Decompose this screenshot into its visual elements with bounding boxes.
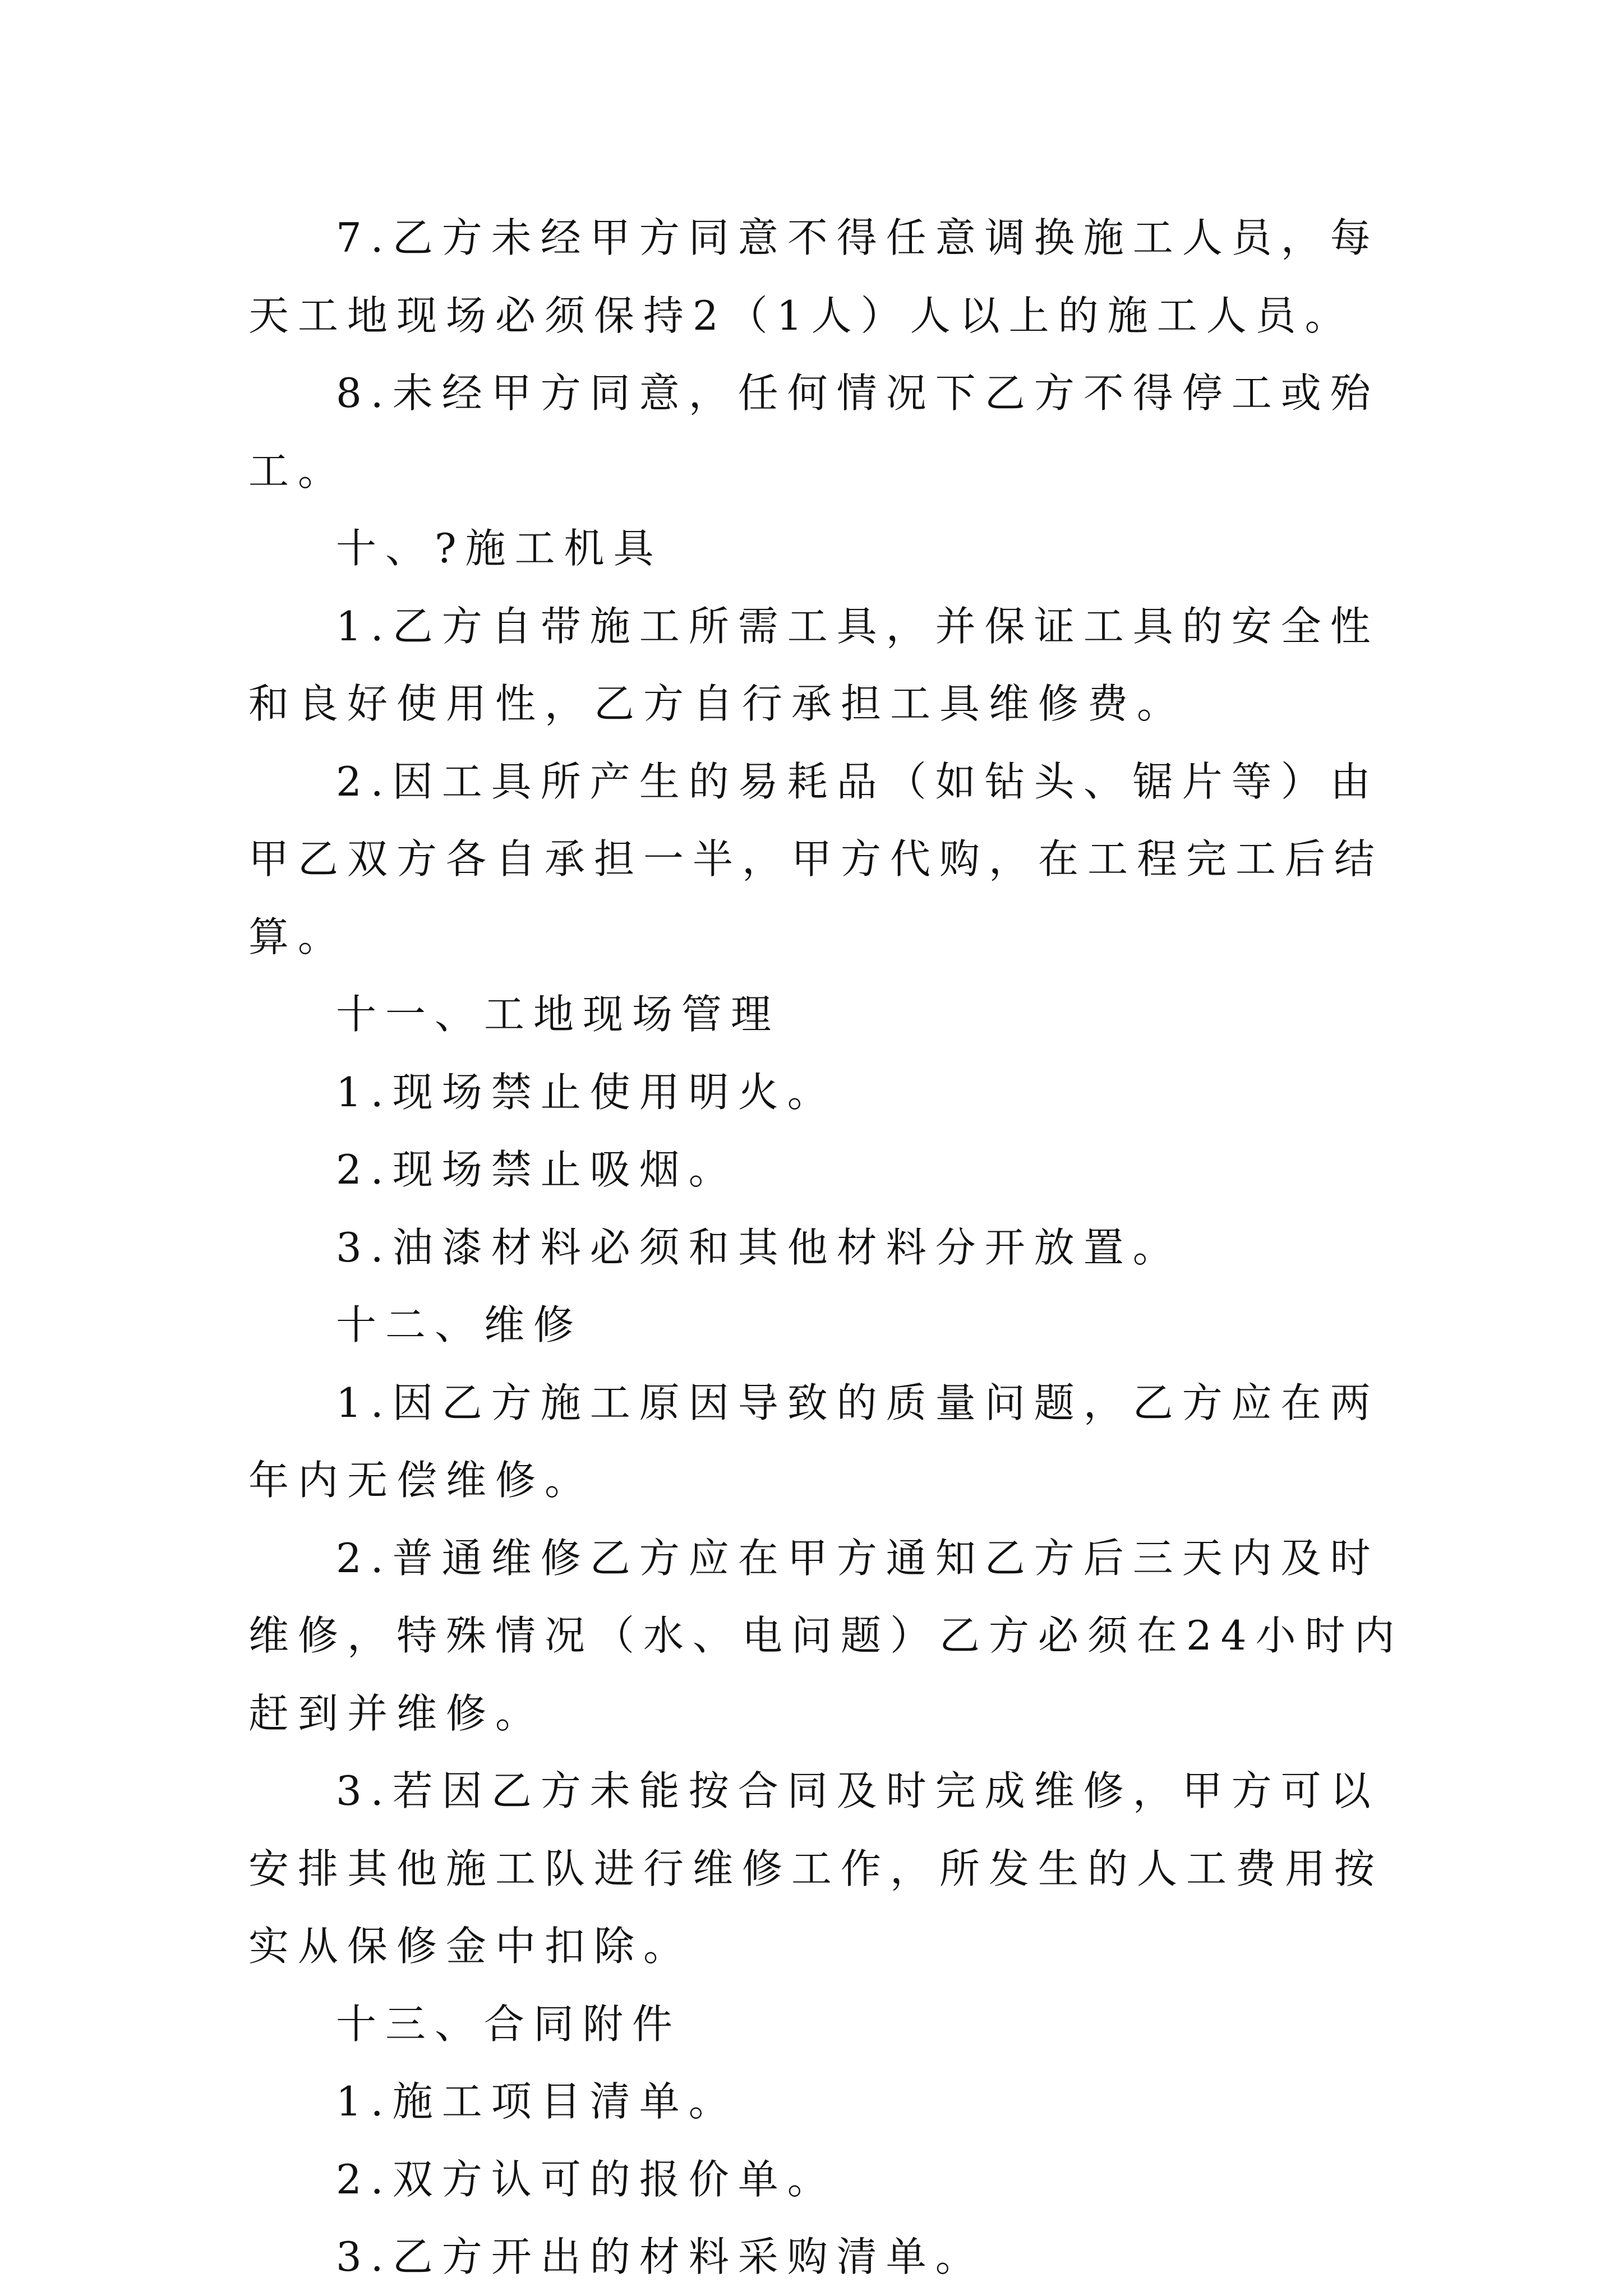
clause-12-1-free-repair: 1.因乙方施工原因导致的质量问题，乙方应在两年内无偿维修。 xyxy=(248,1379,1380,1504)
clause-11-1-no-open-fire: 1.现场禁止使用明火。 xyxy=(336,1068,837,1116)
document-body xyxy=(248,199,1415,2296)
attachment-1-project-list: 1.施工项目清单。 xyxy=(336,2078,738,2125)
section-heading-10: 十、?施工机具 xyxy=(336,525,663,572)
clause-10-1-tools: 1.乙方自带施工所需工具，并保证工具的安全性和良好使用性，乙方自行承担工具维修费。 xyxy=(248,602,1380,727)
clause-11-3-paint-storage: 3.油漆材料必须和其他材料分开放置。 xyxy=(336,1223,1182,1271)
section-heading-13: 十三、合同附件 xyxy=(336,2000,682,2048)
section-heading-12: 十二、维修 xyxy=(336,1301,583,1348)
clause-10-2-consumables: 2.因工具所产生的易耗品（如钻头、锯片等）由甲乙双方各自承担一半，甲方代购，在工程完工后结算。 xyxy=(248,757,1384,960)
attachment-3-material-list: 3.乙方开出的材料采购清单。 xyxy=(336,2233,985,2280)
clause-12-3-third-party-repair: 3.若因乙方未能按合同及时完成维修，甲方可以安排其他施工队进行维修工作，所发生的人工费用按实从保修金中扣除。 xyxy=(248,1767,1384,1970)
clause-12-2-repair-timing: 2.普通维修乙方应在甲方通知乙方后三天内及时维修，特殊情况（水、电问题）乙方必须在24小时内赶到并维修。 xyxy=(248,1534,1404,1737)
clause-7-staffing: 7.乙方未经甲方同意不得任意调换施工人员，每天工地现场必须保持2（1人）人以上的施工人员。 xyxy=(248,214,1380,339)
clause-8-no-stoppage: 8.未经甲方同意，任何情况下乙方不得停工或殆工。 xyxy=(248,369,1380,495)
clause-11-2-no-smoking: 2.现场禁止吸烟。 xyxy=(336,1146,738,1193)
section-heading-11: 十一、工地现场管理 xyxy=(336,991,781,1038)
attachment-2-quotation: 2.双方认可的报价单。 xyxy=(336,2155,837,2203)
